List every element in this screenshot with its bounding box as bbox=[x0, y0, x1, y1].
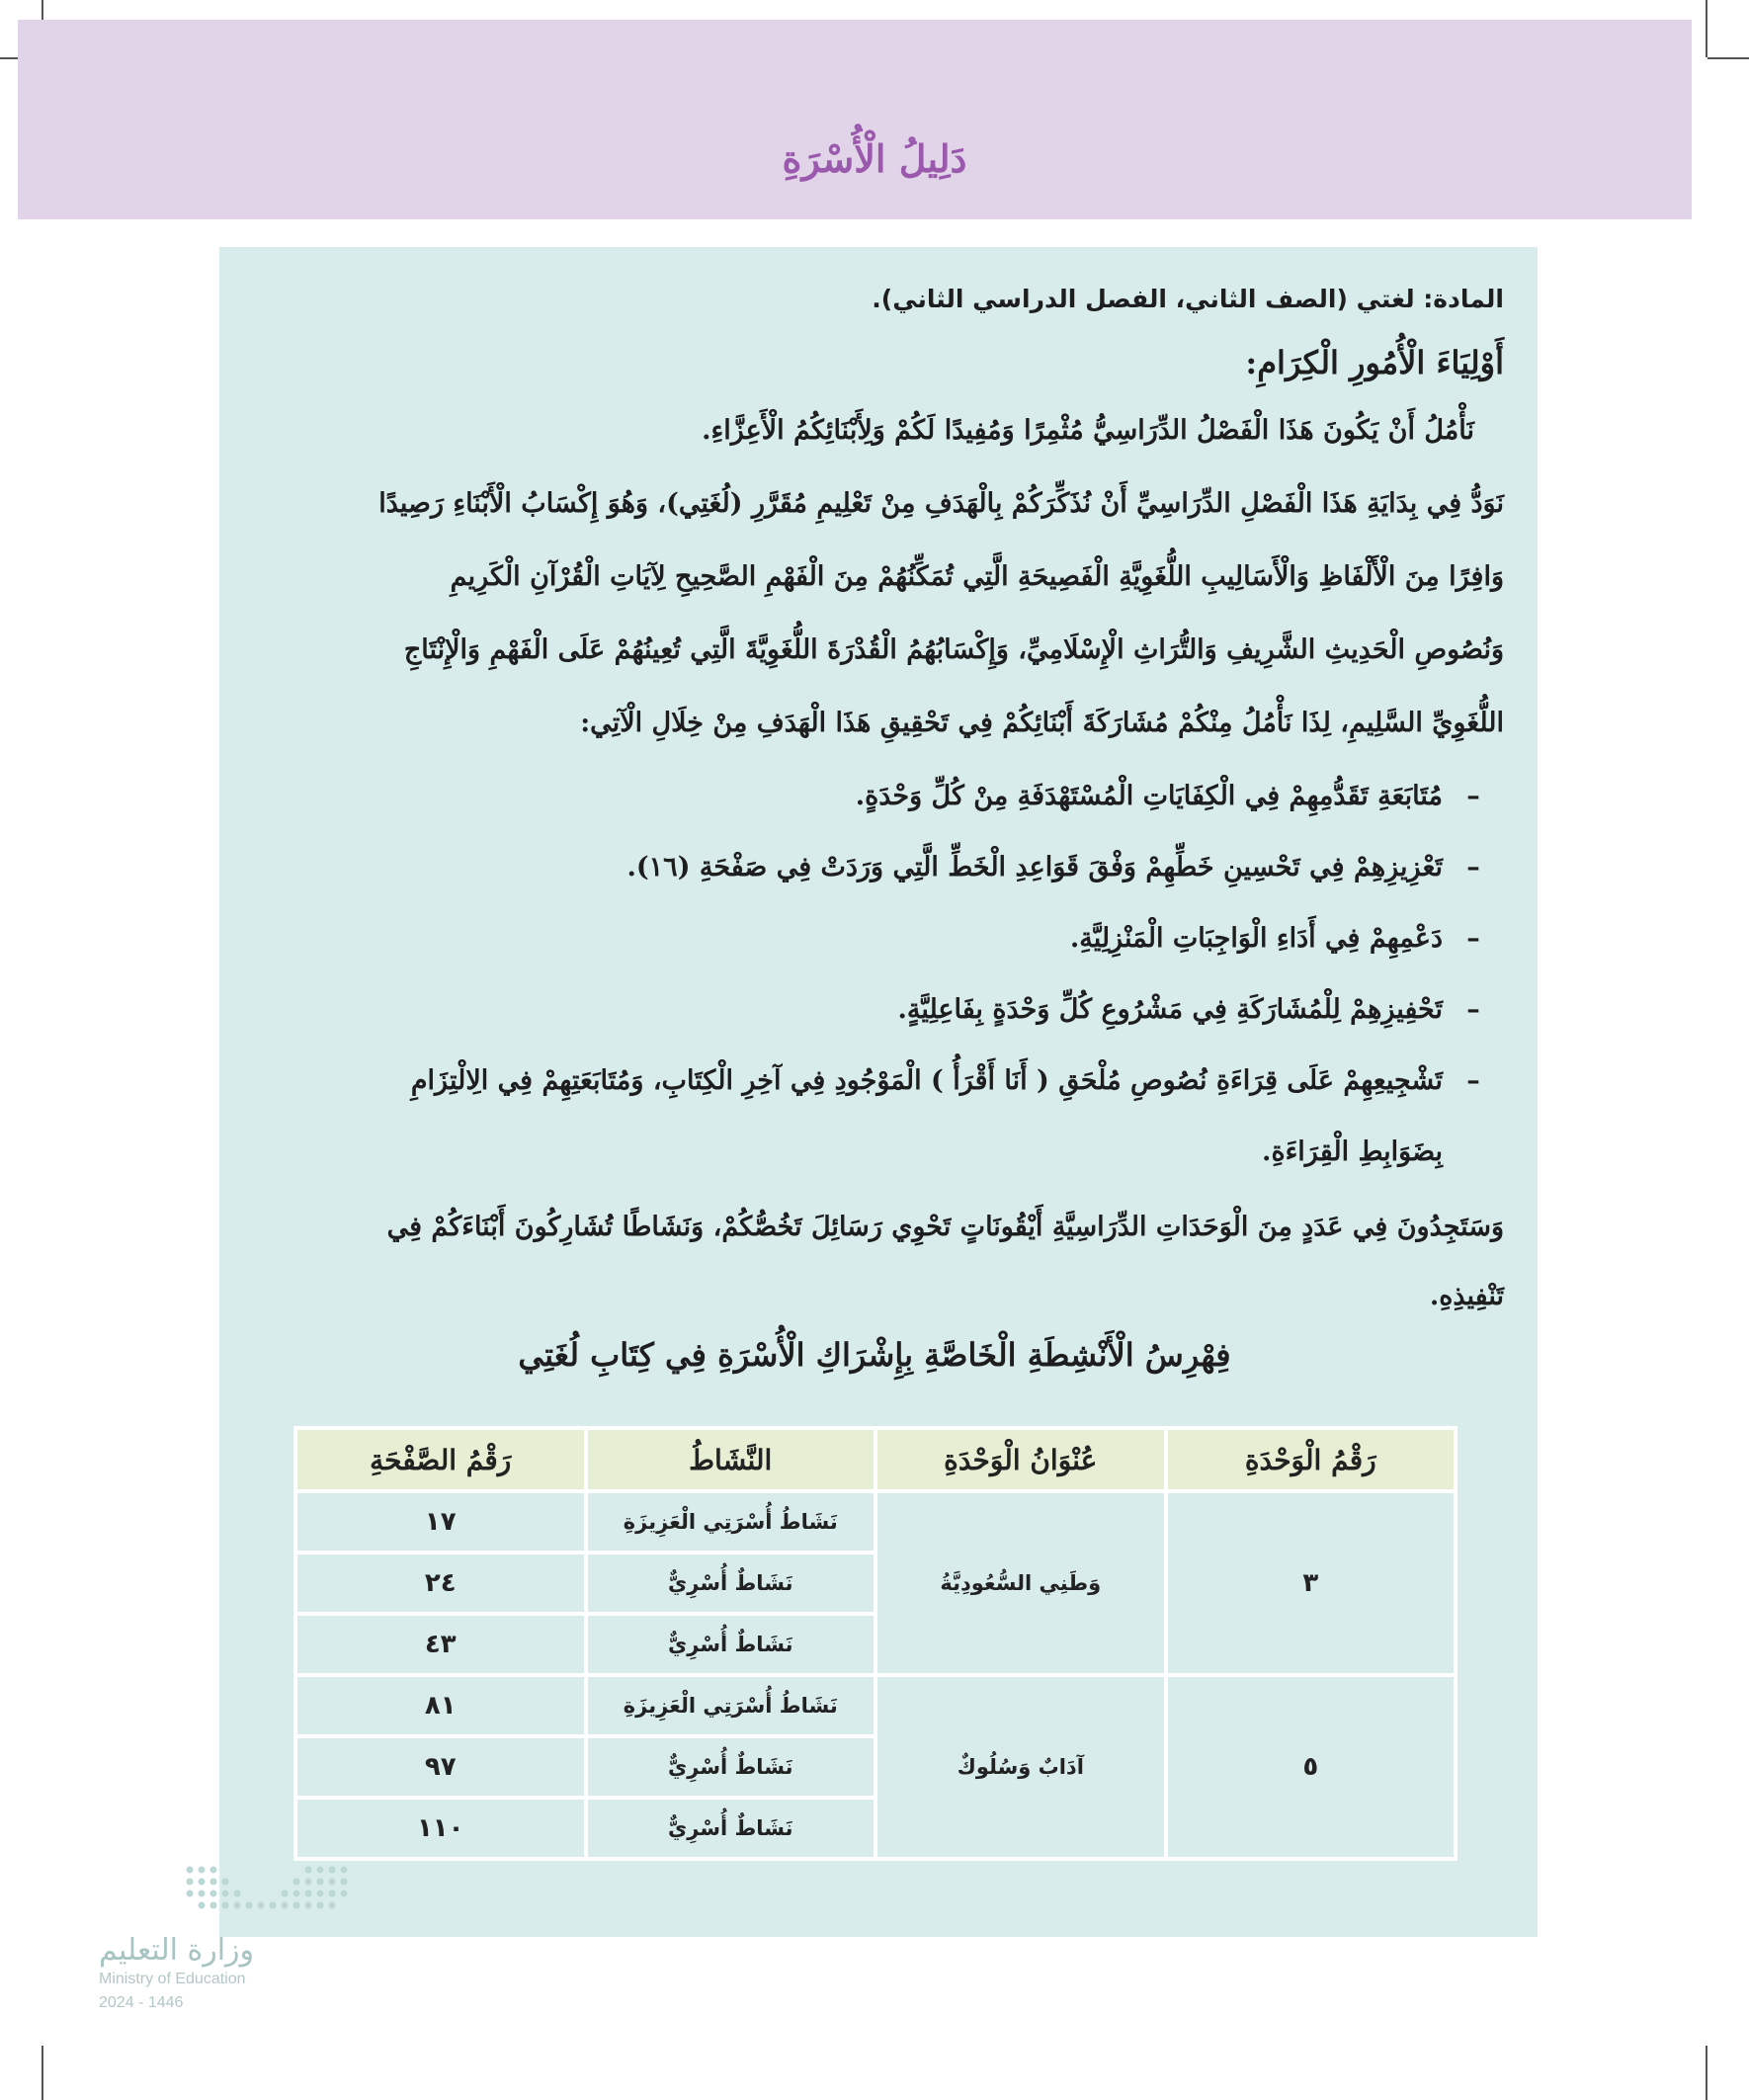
page-number: ١٧ bbox=[297, 1493, 584, 1551]
closing-line: تَنْفِيذِهِ. bbox=[1429, 1281, 1504, 1311]
index-title: فِهْرِسُ الْأَنْشِطَةِ الْخَاصَّةِ بِإِشْرَاكِ الْأُسْرَةِ فِي كِتَابِ لُغَتِي bbox=[518, 1336, 1231, 1374]
activities-table bbox=[293, 1426, 1458, 1861]
activity-cell: نَشَاطٌ أُسْرِيٌّ bbox=[588, 1554, 874, 1612]
bullet-text: تَحْفِيزِهِمْ لِلْمُشَارَكَةِ فِي مَشْرُوعِ كُلِّ وَحْدَةٍ بِفَاعِلِيَّةٍ. bbox=[897, 994, 1443, 1025]
subject-line: المادة: لغتي (الصف الثاني، الفصل الدراسي الثاني). bbox=[872, 285, 1504, 313]
dash-marker: – bbox=[1466, 781, 1480, 811]
bullet-text: تَشْجِيعِهِمْ عَلَى قِرَاءَةِ نُصُوصِ مُلْحَقِ ( أَنَا أَقْرَأُ ) الْمَوْجُودِ فِي آخِرِ الْكِتَابِ، وَمُتَابَعَتِهِمْ فِي الِالْتِزَامِ bbox=[410, 1065, 1443, 1096]
dash-marker: – bbox=[1466, 994, 1480, 1025]
bullet-item bbox=[1070, 923, 1504, 954]
dash-marker: – bbox=[1466, 852, 1480, 882]
crop-mark bbox=[1707, 57, 1749, 59]
bullet-continuation: بِضَوَابِطِ الْقِرَاءَةِ. bbox=[1262, 1136, 1443, 1167]
ministry-name-english: Ministry of Education bbox=[99, 1971, 246, 1987]
ministry-logo-icon bbox=[180, 1862, 358, 1917]
ministry-name-arabic: وزارة التعليم bbox=[99, 1933, 255, 1968]
paragraph-line: وَنُصُوصِ الْحَدِيثِ الشَّرِيفِ وَالتُّرَاثِ الْإِسْلَامِيِّ، وَإِكْسَابُهُمُ الْقُدْرَةَ اللُّغَوِيَّةَ الَّتِي تُعِينُهُمْ عَلَى الْفَهْمِ وَالْإِنْتَاجِ bbox=[403, 634, 1504, 665]
dash-marker: – bbox=[1466, 1065, 1480, 1096]
dash-marker: – bbox=[1466, 923, 1480, 954]
paragraph-line: اللُّغَوِيِّ السَّلِيمِ، لِذَا نَأْمُلُ مِنْكُمْ مُشَارَكَةَ أَبْنَائِكُمْ فِي تَحْقِيقِ هَذَا الْهَدَفِ مِنْ خِلَالِ الْآتِي: bbox=[580, 708, 1504, 738]
unit-number: ٣ bbox=[1168, 1493, 1455, 1673]
paragraph-line: نَوَدُّ فِي بِدَايَةِ هَذَا الْفَصْلِ الدِّرَاسِيِّ أَنْ نُذَكِّرَكُمْ بِالْهَدَفِ مِنْ تَعْلِيمِ مُقَرَّرِ (لُغَتِي)، وَهُوَ إِكْسَابُ الْأَبْنَاءِ رَصِيدًا bbox=[378, 488, 1504, 519]
unit-title: وَطَنِي السُّعُودِيَّةُ bbox=[877, 1493, 1164, 1673]
table-header-row bbox=[297, 1430, 1454, 1489]
page-title: دَلِيلُ الْأُسْرَةِ bbox=[782, 136, 967, 181]
bullet-text: تَعْزِيزِهِمْ فِي تَحْسِينِ خَطِّهِمْ وَفْقَ قَوَاعِدِ الْخَطِّ الَّتِي وَرَدَتْ فِي صَفْحَةِ (١٦). bbox=[626, 852, 1443, 882]
bullet-item bbox=[897, 994, 1504, 1025]
table-row bbox=[297, 1493, 1454, 1551]
page-number: ٩٧ bbox=[297, 1738, 584, 1796]
unit-number: ٥ bbox=[1168, 1677, 1455, 1857]
greeting: أَوْلِيَاءَ الْأُمُورِ الْكِرَامِ: bbox=[1245, 344, 1504, 381]
column-header: عُنْوَانُ الْوَحْدَةِ bbox=[877, 1430, 1164, 1489]
activity-cell: نَشَاطُ أُسْرَتِي الْعَزِيزَةِ bbox=[588, 1677, 874, 1734]
page-number: ٢٤ bbox=[297, 1554, 584, 1612]
bullet-text: مُتَابَعَةِ تَقَدُّمِهِمْ فِي الْكِفَايَاتِ الْمُسْتَهْدَفَةِ مِنْ كُلِّ وَحْدَةٍ. bbox=[855, 781, 1443, 811]
page-number: ٤٣ bbox=[297, 1616, 584, 1673]
crop-mark bbox=[1706, 0, 1707, 57]
bullet-item bbox=[856, 781, 1504, 811]
bullet-item bbox=[626, 852, 1504, 882]
activity-cell: نَشَاطٌ أُسْرِيٌّ bbox=[588, 1800, 874, 1857]
unit-title: آدَابٌ وَسُلُوكٌ bbox=[877, 1677, 1164, 1857]
column-header: النَّشَاطُ bbox=[588, 1430, 874, 1489]
column-header: رَقْمُ الْوَحْدَةِ bbox=[1168, 1430, 1455, 1489]
header-band bbox=[18, 20, 1692, 219]
column-header: رَقْمُ الصَّفْحَةِ bbox=[297, 1430, 584, 1489]
activity-cell: نَشَاطٌ أُسْرِيٌّ bbox=[588, 1738, 874, 1796]
paragraph-line: نَأْمُلُ أَنْ يَكُونَ هَذَا الْفَصْلُ الدِّرَاسِيُّ مُثْمِرًا وَمُفِيدًا لَكُمْ وَلِأَبْنَائِكُمُ الْأَعِزَّاءِ. bbox=[702, 415, 1474, 446]
crop-mark bbox=[42, 2046, 43, 2100]
bullet-item bbox=[411, 1065, 1504, 1096]
crop-mark bbox=[1706, 2046, 1707, 2100]
page-number: ١١٠ bbox=[297, 1800, 584, 1857]
activity-cell: نَشَاطٌ أُسْرِيٌّ bbox=[588, 1616, 874, 1673]
paragraph-line: وَافِرًا مِنَ الْأَلْفَاظِ وَالْأَسَالِيبِ اللُّغَوِيَّةِ الْفَصِيحَةِ الَّتِي تُمَكِّنُهُمْ مِنَ الْفَهْمِ الصَّحِيحِ لِآيَاتِ الْقُرْآنِ الْكَرِيمِ bbox=[450, 561, 1504, 592]
edition-year: 2024 - 1446 bbox=[99, 1994, 184, 2011]
page-number: ٨١ bbox=[297, 1677, 584, 1734]
table-row bbox=[297, 1677, 1454, 1734]
activity-cell: نَشَاطُ أُسْرَتِي الْعَزِيزَةِ bbox=[588, 1493, 874, 1551]
bullet-text: دَعْمِهِمْ فِي أَدَاءِ الْوَاجِبَاتِ الْمَنْزِلِيَّةِ. bbox=[1069, 923, 1443, 954]
closing-line: وَسَتَجِدُونَ فِي عَدَدٍ مِنَ الْوَحَدَاتِ الدِّرَاسِيَّةِ أَيْقُونَاتٍ تَحْوِي رَسَائِلَ تَخُصُّكُمْ، وَنَشَاطًا تُشَارِكُونَ أَبْنَاءَكُمْ فِي bbox=[386, 1212, 1504, 1242]
